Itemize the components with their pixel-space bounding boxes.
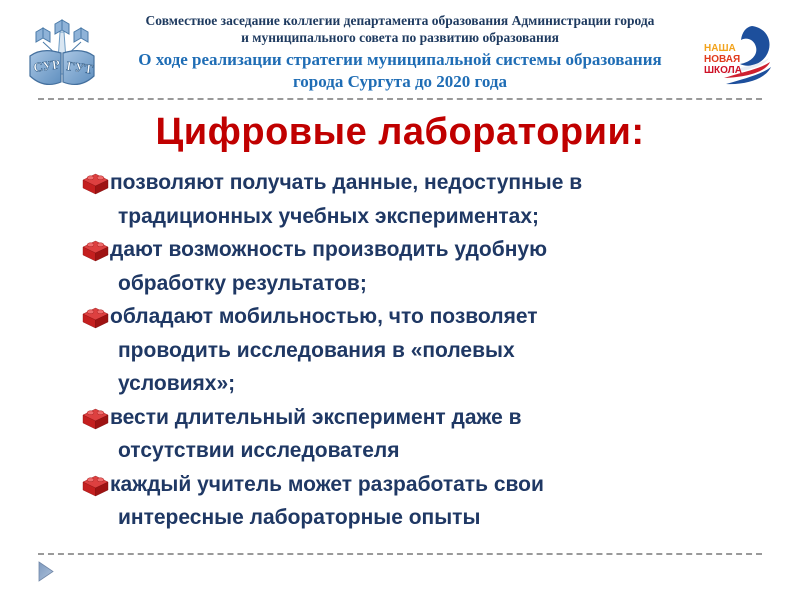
lego-brick-icon — [82, 407, 109, 430]
logo-word-2: НОВАЯ — [704, 54, 741, 65]
nasha-novaya-shkola-logo — [702, 24, 774, 96]
surgut-city-logo — [26, 16, 98, 90]
lego-brick-icon — [82, 306, 109, 329]
next-slide-arrow-icon[interactable] — [38, 561, 54, 582]
logo-text-right: ГУТ — [65, 58, 94, 77]
bullet-item — [82, 166, 630, 233]
logo-text-left: СУР — [32, 56, 61, 75]
header-line-2: и муниципального совета по развитию образования — [241, 29, 559, 45]
bullet-item — [82, 468, 630, 535]
bullet-text: обладают мобильностью, что позволяет проводить исследования в «полевых условиях»; — [110, 305, 538, 395]
footer-separator — [38, 553, 762, 555]
lego-brick-icon — [82, 239, 109, 262]
bullet-list — [82, 166, 630, 535]
lego-brick-icon — [82, 474, 109, 497]
logo-bird-wing — [740, 44, 753, 57]
lego-brick-icon — [82, 172, 109, 195]
bullet-text: дают возможность производить удобную обработку результатов; — [110, 238, 548, 295]
header-separator — [38, 98, 762, 100]
logo-word-3: ШКОЛА — [704, 65, 742, 76]
logo-word-1: НАША — [704, 43, 736, 54]
bullet-item — [82, 233, 630, 300]
bullet-item — [82, 300, 630, 401]
header-line-3: О ходе реализации стратегии муниципальной системы образования — [138, 50, 662, 69]
slide-title: Цифровые лаборатории: — [155, 111, 645, 153]
header-line-1: Совместное заседание коллегии департамента образования Администрации города — [145, 13, 655, 28]
bullet-text: вести длительный эксперимент даже в отсутствии исследователя — [110, 405, 522, 462]
bullet-item — [82, 401, 630, 468]
header-line-4: города Сургута до 2020 года — [293, 72, 507, 91]
bullet-text: позволяют получать данные, недоступные в традиционных учебных экспериментах; — [110, 171, 583, 228]
bullet-text: каждый учитель может разработать свои интересные лабораторные опыты — [110, 472, 544, 529]
logo-bird-shape — [740, 26, 770, 66]
slide-header — [105, 13, 695, 93]
